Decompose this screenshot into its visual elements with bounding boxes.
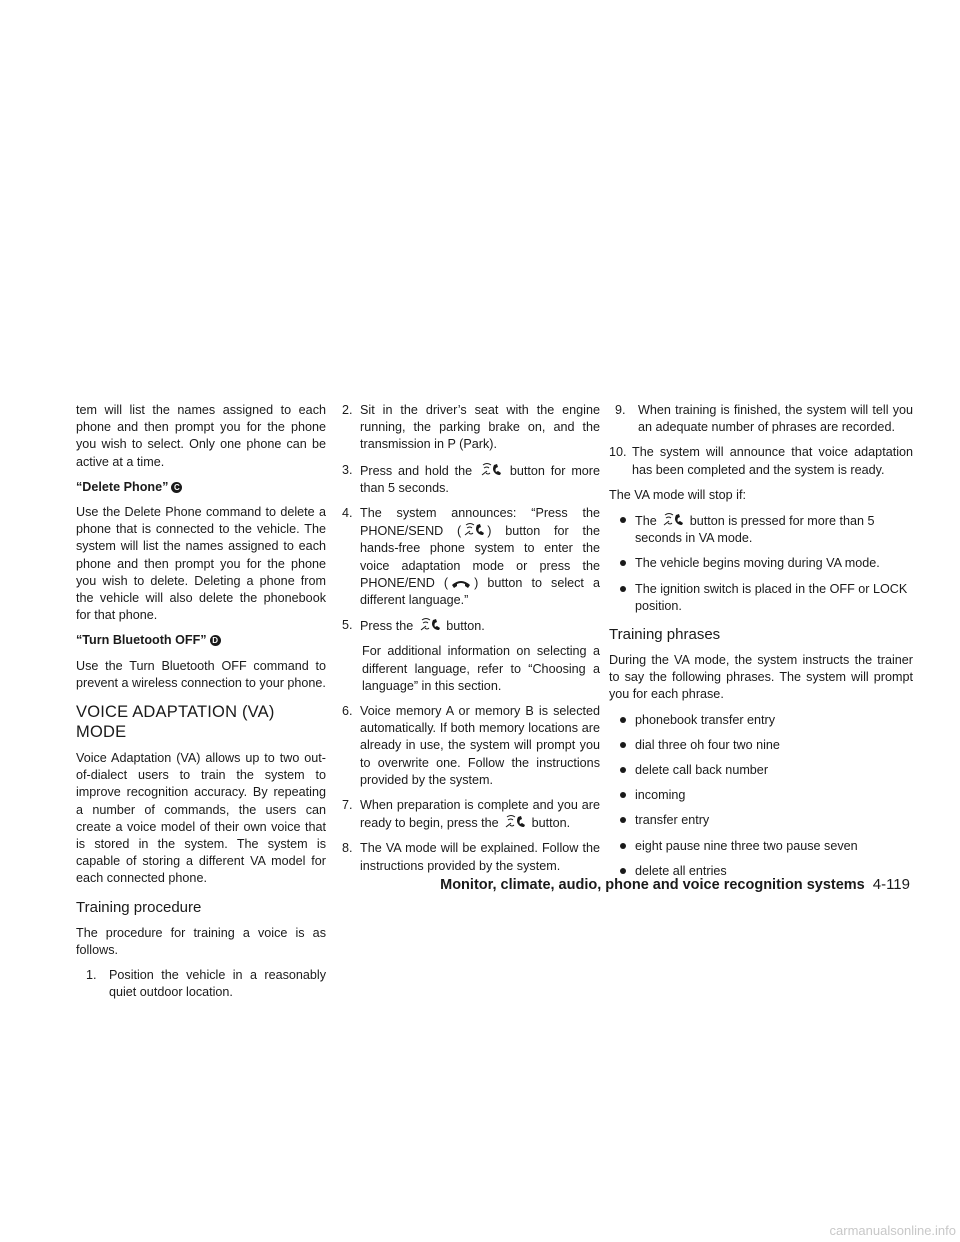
va-mode-heading: VOICE ADAPTATION (VA) MODE xyxy=(76,703,275,742)
phrase-item xyxy=(609,787,913,804)
phrase-text: dial three oh four two nine xyxy=(635,737,780,752)
talk-button-icon xyxy=(480,462,502,478)
step-8-text: The VA mode will be explained. Follow the instructions provided by the system. xyxy=(360,841,600,873)
step-1-text: Position the vehicle in a reasonably quiet outdoor location. xyxy=(109,968,326,1000)
step-3-number: 3. xyxy=(342,462,353,477)
step-4-text-a: The system announces: “Press the PHONE/SEND ( xyxy=(360,506,600,539)
step-2-text: Sit in the driver’s seat with the engine running, the parking brake on, and the transmission in P (Park). xyxy=(360,403,600,452)
stop-condition-3-text: The ignition switch is placed in the OFF or LOCK position. xyxy=(635,581,908,613)
training-intro: The procedure for training a voice is as follows. xyxy=(76,925,326,957)
step-9-number: 9. xyxy=(615,403,626,417)
phone-send-icon xyxy=(463,522,485,538)
step-6 xyxy=(342,703,600,789)
step-1 xyxy=(86,967,326,1001)
step-8-number: 8. xyxy=(342,841,353,856)
phrase-text: phonebook transfer entry xyxy=(635,712,776,727)
right-column xyxy=(609,402,913,888)
step-3-text-a: Press and hold the xyxy=(360,463,473,478)
talk-button-icon xyxy=(662,512,684,528)
step-2-number: 2. xyxy=(342,403,353,417)
bullet-icon xyxy=(620,517,626,523)
step-5-number: 5. xyxy=(342,618,353,633)
step-3 xyxy=(342,462,600,497)
step-4 xyxy=(342,505,600,609)
step-3-text-b: button for more than 5 seconds. xyxy=(360,463,601,495)
bullet-icon xyxy=(620,586,626,592)
phrase-item xyxy=(609,812,913,829)
step-9 xyxy=(615,402,913,436)
phrase-list xyxy=(609,712,913,880)
delete-phone-title: “Delete Phone” xyxy=(76,479,169,494)
step-6-number: 6. xyxy=(342,704,353,719)
left-column xyxy=(76,402,326,1009)
step-5-text-b: button. xyxy=(446,619,485,634)
bluetooth-off-title: “Turn Bluetooth OFF” xyxy=(76,633,207,648)
step-5 xyxy=(342,617,600,635)
bullet-icon xyxy=(620,717,626,723)
step-7-text-a: When preparation is complete and you are ready to begin, press the xyxy=(360,798,600,831)
step-4-text-c: ) button to select a different language.” xyxy=(360,575,600,608)
stop-condition-2-text: The vehicle begins moving during VA mode. xyxy=(635,556,880,571)
step-8 xyxy=(342,840,600,874)
middle-column xyxy=(342,402,600,883)
bullet-icon xyxy=(620,817,626,823)
step-7-number: 7. xyxy=(342,798,353,813)
bluetooth-off-text: Use the Turn Bluetooth OFF command to prevent a wireless connection to your phone. xyxy=(76,658,326,690)
phrase-text: delete all entries xyxy=(635,863,727,878)
step-5-note: For additional information on selecting a different language, refer to “Choosing a language” in this section. xyxy=(362,644,600,693)
stop-condition-3 xyxy=(609,581,913,615)
page-footer xyxy=(440,876,910,893)
phrase-item xyxy=(609,712,913,729)
va-mode-text: Voice Adaptation (VA) allows up to two out-of-dialect users to train the system to improve recognition accuracy. By repeating a number of commands, the users can create a voice model of their own voice that is stored in the system. The system is capable of storing a different VA model for each connected phone. xyxy=(76,751,326,886)
step-7 xyxy=(342,797,600,832)
step-4-number: 4. xyxy=(342,506,353,521)
delete-phone-text: Use the Delete Phone command to delete a phone that is connected to the vehicle. The system will list the names assigned to each phone and then prompt you for the phone you wish to delete. Deleting a phone from the vehicle will also delete the phonebook for that phone. xyxy=(76,505,326,623)
stop-condition-1 xyxy=(609,512,913,547)
stop-condition-1-text-a: The xyxy=(635,514,657,529)
step-4-text-b: ) button for the hands-free phone system to enter the voice adaptation mode or press the PHONE/END ( xyxy=(360,524,600,590)
bullet-icon xyxy=(620,792,626,798)
step-1-number: 1. xyxy=(86,968,97,983)
bullet-icon xyxy=(620,843,626,849)
stop-condition-2 xyxy=(609,555,913,572)
stop-condition-1-text-b: button is pressed for more than 5 seconds in VA mode. xyxy=(635,514,875,546)
footer-section-title: Monitor, climate, audio, phone and voice recognition systems xyxy=(440,877,865,893)
delete-phone-heading xyxy=(76,479,326,496)
bullet-icon xyxy=(620,742,626,748)
training-phrases-heading: Training phrases xyxy=(609,626,721,644)
talk-button-icon xyxy=(504,814,526,830)
page-number: 4-119 xyxy=(872,876,910,893)
callout-c-marker: C xyxy=(171,482,182,493)
phone-end-icon xyxy=(450,578,472,590)
step-9-text: When training is finished, the system will tell you an adequate number of phrases are recorded. xyxy=(638,403,913,435)
bullet-icon xyxy=(620,767,626,773)
step-7-text-b: button. xyxy=(531,816,571,831)
step-6-text: Voice memory A or memory B is selected automatically. If both memory locations are already in use, the system will prompt you to overwrite one. Follow the instructions provided by the system. xyxy=(360,704,600,787)
training-phrases-intro: During the VA mode, the system instructs the trainer to say the following phrases. The system will prompt you for each phrase. xyxy=(609,653,913,702)
bullet-icon xyxy=(620,868,626,874)
callout-d-marker: D xyxy=(210,635,221,646)
phrase-text: incoming xyxy=(635,788,686,803)
intro-paragraph: tem will list the names assigned to each phone and then prompt you for the phone you wish to select. Only one phone can be active at a time. xyxy=(76,403,326,469)
step-10 xyxy=(609,444,913,478)
phrase-text: eight pause nine three two pause seven xyxy=(635,838,858,853)
bluetooth-off-heading xyxy=(76,632,326,649)
phrase-item xyxy=(609,737,913,754)
step-10-text: The system will announce that voice adaptation has been completed and the system is ready. xyxy=(632,445,913,477)
stop-intro: The VA mode will stop if: xyxy=(609,487,746,502)
phrase-item xyxy=(609,762,913,779)
phrase-text: transfer entry xyxy=(635,813,710,828)
talk-button-icon xyxy=(419,617,441,633)
training-procedure-heading: Training procedure xyxy=(76,898,202,916)
step-2 xyxy=(342,402,600,454)
phrase-text: delete call back number xyxy=(635,763,769,778)
bullet-icon xyxy=(620,560,626,566)
step-10-number: 10. xyxy=(609,445,627,460)
step-5-text-a: Press the xyxy=(360,619,414,634)
watermark: carmanualsonline.info xyxy=(829,1223,956,1238)
phrase-item xyxy=(609,838,913,855)
